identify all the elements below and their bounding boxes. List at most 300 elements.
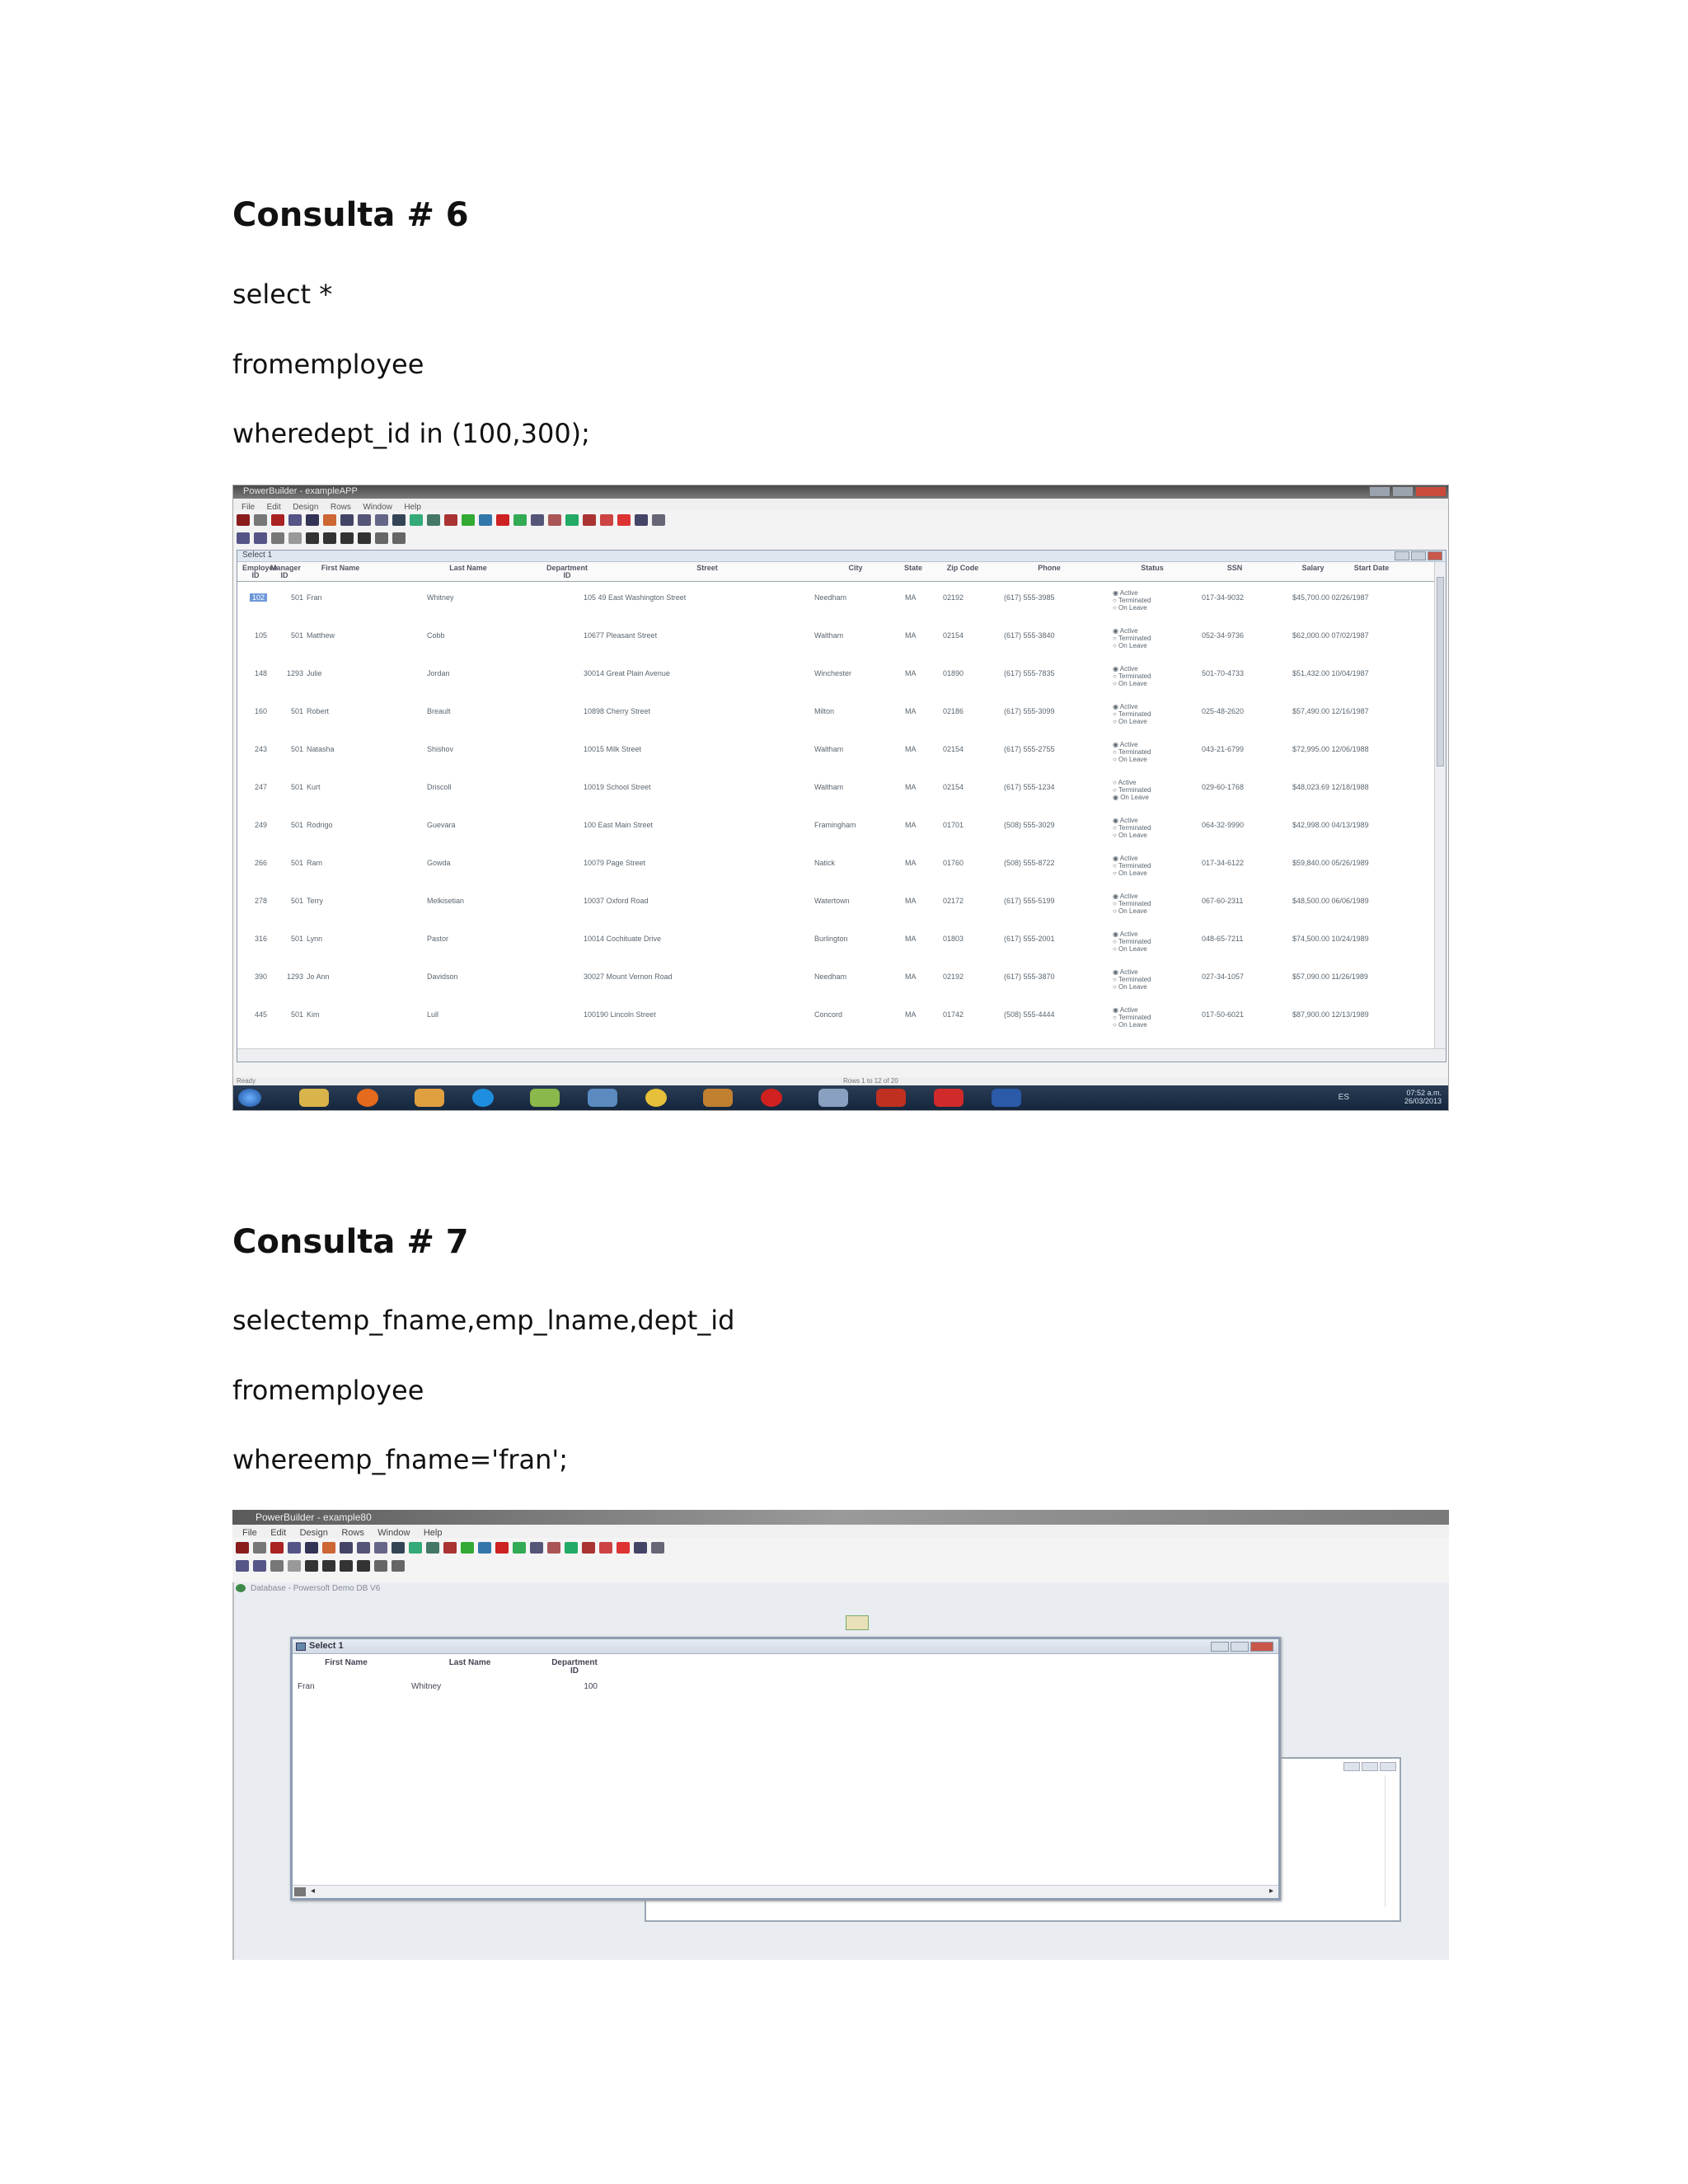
table-cell[interactable]: Davidson [427,972,458,981]
toolbar-icon[interactable] [513,1542,526,1554]
table-cell[interactable]: $57,490.00 12/16/1987 [1292,707,1369,715]
table-cell[interactable]: 501 [290,745,303,753]
table-cell[interactable]: (617) 555-5199 [1004,897,1055,905]
vertical-scrollbar[interactable] [1434,562,1446,1048]
table-cell[interactable]: 501 [290,1010,303,1019]
column-header[interactable]: SSN [1226,564,1243,572]
column-header[interactable]: Street [696,564,718,572]
table-cell[interactable]: 02154 [943,631,964,640]
column-header[interactable]: Zip Code [946,564,979,572]
table-cell[interactable]: $87,900.00 12/13/1989 [1292,1010,1369,1019]
toolbar-icon[interactable] [443,1542,457,1554]
status-radio[interactable]: ○ Terminated [1113,710,1151,718]
toolbar-icon[interactable] [358,514,371,526]
next-row-icon[interactable] [340,532,354,544]
table-cell[interactable]: 067-60-2311 [1202,897,1244,905]
toolbar-icon[interactable] [548,514,561,526]
table-cell[interactable]: $62,000.00 07/02/1987 [1292,631,1369,640]
table-cell[interactable]: MA [905,707,917,715]
column-header[interactable]: First Name [325,1658,368,1667]
prev-row-icon[interactable] [322,1560,335,1572]
toolbar-icon[interactable] [513,514,527,526]
app-icon[interactable] [703,1089,733,1107]
status-radio[interactable]: ○ Terminated [1113,862,1151,869]
status-radio[interactable]: ◉ Active [1113,893,1138,900]
table-cell[interactable]: 249 [254,821,267,829]
toolbar-icon[interactable] [427,514,440,526]
status-radio[interactable]: ○ Active [1113,779,1137,786]
table-cell[interactable]: Jordan [427,669,450,677]
table-cell[interactable]: Watertown [814,897,850,905]
status-radio[interactable]: ○ On Leave [1113,642,1147,649]
table-cell[interactable]: Natasha [307,745,335,753]
status-radio-group[interactable] [1113,817,1151,839]
cell-last-name[interactable]: Whitney [411,1682,442,1691]
table-cell[interactable]: (617) 555-1234 [1004,783,1055,791]
status-radio[interactable]: ◉ On Leave [1113,794,1149,801]
table-cell[interactable]: Matthew [307,631,335,640]
table-cell[interactable]: 017-34-9032 [1202,593,1245,602]
powerbuilder-icon[interactable] [818,1089,848,1107]
column-header[interactable]: First Name [321,564,360,572]
toolbar-icon[interactable] [236,1542,249,1554]
menu-window[interactable]: Window [377,1528,410,1538]
table-cell[interactable]: 501 [290,859,303,867]
status-radio-group[interactable] [1113,968,1151,991]
toolbar-icon[interactable] [599,1542,612,1554]
status-radio[interactable]: ○ Terminated [1113,635,1151,642]
status-radio-group[interactable] [1113,627,1151,649]
table-cell[interactable]: $59,840.00 05/26/1989 [1292,859,1369,867]
toolbar-icon[interactable] [495,1542,509,1554]
toolbar-icon[interactable] [479,514,492,526]
table-cell[interactable]: (617) 555-3840 [1004,631,1055,640]
status-radio-group[interactable] [1113,893,1151,915]
status-radio[interactable]: ○ Terminated [1113,1014,1151,1021]
menu-rows[interactable]: Rows [330,503,351,512]
table-cell[interactable]: 160 [254,707,267,715]
table-cell[interactable]: $45,700.00 02/26/1987 [1292,593,1369,602]
scroll-right-icon[interactable]: ▸ [1268,1886,1273,1896]
close-button[interactable] [1250,1642,1273,1652]
status-radio[interactable]: ◉ Active [1113,627,1138,635]
toolbar-icon[interactable] [306,514,319,526]
toolbar-icon[interactable] [392,532,406,544]
table-cell[interactable]: 10019 School Street [584,783,651,791]
table-cell[interactable]: 01742 [943,1010,964,1019]
status-radio-group[interactable] [1113,589,1151,612]
toolbar-icon[interactable] [600,514,613,526]
table-row[interactable] [237,776,1424,814]
table-cell[interactable]: (617) 555-3099 [1004,707,1055,715]
table-cell[interactable]: 064-32-9990 [1202,821,1245,829]
toolbar-icon[interactable] [254,514,267,526]
table-cell[interactable]: $42,998.00 04/13/1989 [1292,821,1369,829]
next-row-icon[interactable] [340,1560,353,1572]
table-cell[interactable]: $74,500.00 10/24/1989 [1292,935,1369,943]
scroll-left-icon[interactable]: ◂ [311,1886,316,1896]
menu-edit[interactable]: Edit [270,1528,287,1538]
table-cell[interactable]: 247 [254,783,267,791]
table-cell[interactable]: 102 [242,593,267,602]
close-button[interactable] [1415,486,1447,497]
column-header[interactable]: Last Name [449,564,487,572]
table-cell[interactable]: Jo Ann [307,972,330,981]
table-cell[interactable]: 02186 [943,707,964,715]
menu-file[interactable]: File [241,503,256,512]
status-radio-group[interactable] [1113,1006,1151,1029]
acrobat-icon[interactable] [934,1089,964,1107]
status-radio[interactable]: ◉ Active [1113,703,1138,710]
toolbar-icon[interactable] [340,514,354,526]
app-icon[interactable] [530,1089,560,1107]
table-row[interactable] [237,928,1424,966]
menu-window[interactable]: Window [363,503,392,512]
minimize-button[interactable] [1211,1642,1229,1652]
table-cell[interactable]: Shishov [427,745,454,753]
table-cell[interactable]: (617) 555-7835 [1004,669,1055,677]
minimize-button[interactable] [1395,551,1409,560]
toolbar-icon[interactable] [392,1542,405,1554]
toolbar-icon[interactable] [374,1560,387,1572]
table-cell[interactable]: 043-21-6799 [1202,745,1245,753]
toolbar-icon[interactable] [582,1542,595,1554]
app-icon[interactable] [876,1089,906,1107]
toolbar-icon[interactable] [254,532,267,544]
menu-file[interactable]: File [242,1528,257,1538]
menu-edit[interactable]: Edit [266,503,281,512]
column-header[interactable]: Department ID [551,1658,598,1675]
toolbar-icon[interactable] [305,1542,318,1554]
toolbar-icon[interactable] [496,514,509,526]
column-header[interactable]: State [903,564,922,572]
table-cell[interactable]: Melkisetian [427,897,465,905]
toolbar-icon[interactable] [253,1542,266,1554]
minimize-button[interactable] [1369,486,1390,497]
toolbar-icon[interactable] [340,1542,353,1554]
table-cell[interactable]: MA [905,593,917,602]
network-icon[interactable] [588,1089,617,1107]
close-button[interactable] [1428,551,1442,560]
toolbar-icon[interactable] [409,1542,422,1554]
toolbar-icon[interactable] [392,1560,405,1572]
table-cell[interactable]: 243 [254,745,267,753]
status-radio[interactable]: ○ Terminated [1113,748,1151,756]
toolbar-icon[interactable] [323,514,336,526]
table-cell[interactable]: 501 [290,631,303,640]
toolbar-icon[interactable] [375,514,388,526]
table-cell[interactable]: Rodrigo [307,821,333,829]
table-cell[interactable]: Natick [814,859,836,867]
toolbar-icon[interactable] [461,1542,474,1554]
status-radio-group[interactable] [1113,779,1151,801]
status-radio[interactable]: ○ On Leave [1113,869,1147,877]
table-row[interactable] [237,1004,1424,1042]
table-cell[interactable]: 501 [290,707,303,715]
status-radio[interactable]: ◉ Active [1113,817,1138,824]
toolbar-icon[interactable] [253,1560,266,1572]
table-cell[interactable]: Julie [307,669,322,677]
table-cell[interactable]: 017-34-6122 [1202,859,1245,867]
toolbar-icon[interactable] [462,514,475,526]
table-cell[interactable]: 501 [290,783,303,791]
scroll-box[interactable] [294,1887,306,1896]
table-cell[interactable]: 501 [290,821,303,829]
table-cell[interactable]: 027-34-1057 [1202,972,1245,981]
table-cell[interactable]: Waltham [814,745,844,753]
table-cell[interactable]: 105 [254,631,267,640]
status-radio[interactable]: ○ Terminated [1113,976,1151,983]
table-cell[interactable]: (617) 555-2001 [1004,935,1055,943]
table-cell[interactable]: Lynn [307,935,323,943]
toolbar-icon[interactable] [236,1560,249,1572]
status-radio[interactable]: ○ Terminated [1113,597,1151,604]
table-cell[interactable]: Winchester [814,669,852,677]
status-radio[interactable]: ○ On Leave [1113,983,1147,991]
table-cell[interactable]: Ram [307,859,323,867]
status-radio[interactable]: ○ On Leave [1113,680,1147,687]
column-header[interactable]: City [848,564,863,572]
status-radio[interactable]: ○ On Leave [1113,756,1147,763]
table-cell[interactable]: (617) 555-2755 [1004,745,1055,753]
status-radio[interactable]: ◉ Active [1113,930,1138,938]
table-cell[interactable]: Framingham [814,821,856,829]
toolbar-icon[interactable] [271,514,284,526]
table-cell[interactable]: 501-70-4733 [1202,669,1245,677]
table-cell[interactable]: 316 [254,935,267,943]
toolbar-icon[interactable] [547,1542,560,1554]
table-cell[interactable]: MA [905,935,917,943]
table-cell[interactable]: MA [905,1010,917,1019]
column-header[interactable]: Employee ID [242,564,278,579]
table-cell[interactable]: 029-60-1768 [1202,783,1245,791]
horizontal-scrollbar[interactable] [293,1885,1278,1898]
chrome-icon[interactable] [645,1089,667,1107]
table-cell[interactable]: 02154 [943,745,964,753]
last-row-icon[interactable] [357,1560,370,1572]
toolbar-icon[interactable] [270,1560,284,1572]
table-cell[interactable]: (508) 555-3029 [1004,821,1055,829]
toolbar-icon[interactable] [565,514,579,526]
word-icon[interactable] [992,1089,1021,1107]
status-radio[interactable]: ○ Terminated [1113,824,1151,832]
table-cell[interactable]: Breault [427,707,451,715]
table-cell[interactable]: Kurt [307,783,321,791]
status-radio[interactable]: ○ On Leave [1113,907,1147,915]
column-header[interactable]: Start Date [1353,564,1390,572]
status-radio[interactable]: ◉ Active [1113,741,1138,748]
table-cell[interactable]: $72,995.00 12/06/1988 [1292,745,1369,753]
table-cell[interactable]: 10079 Page Street [584,859,646,867]
table-cell[interactable]: MA [905,669,917,677]
table-row[interactable] [237,738,1424,776]
toolbar-icon[interactable] [288,532,302,544]
system-clock[interactable]: 07:52 a.m. 26/03/2013 [1404,1089,1442,1105]
status-radio[interactable]: ○ Terminated [1113,938,1151,945]
table-cell[interactable]: 10898 Cherry Street [584,707,651,715]
system-tray[interactable]: ES [1338,1093,1349,1102]
toolbar-icon[interactable] [410,514,423,526]
table-cell[interactable]: Waltham [814,631,844,640]
table-cell[interactable]: 02172 [943,897,964,905]
status-radio-group[interactable] [1113,930,1151,953]
toolbar-icon[interactable] [617,1542,630,1554]
table-cell[interactable]: 1293 [286,972,303,981]
table-cell[interactable]: $48,023.69 12/18/1988 [1292,783,1369,791]
last-row-icon[interactable] [358,532,371,544]
toolbar-icon[interactable] [288,1542,301,1554]
maximize-button[interactable] [1392,486,1414,497]
status-radio[interactable]: ○ Terminated [1113,900,1151,907]
first-row-icon[interactable] [305,1560,318,1572]
toolbar-icon[interactable] [617,514,631,526]
status-radio[interactable]: ○ Terminated [1113,673,1151,680]
column-header[interactable]: Status [1141,564,1164,572]
column-header[interactable]: Salary [1301,564,1325,572]
table-cell[interactable]: 30014 Great Plain Avenue [584,669,670,677]
table-cell[interactable]: Milton [814,707,835,715]
menu-design[interactable]: Design [299,1528,328,1538]
table-cell[interactable]: 02192 [943,593,964,602]
table-cell[interactable]: 501 [290,897,303,905]
table-cell[interactable]: Driscoll [427,783,452,791]
menu-help[interactable]: Help [404,503,421,512]
status-radio[interactable]: ○ On Leave [1113,1021,1147,1029]
table-cell[interactable]: $51,432.00 10/04/1987 [1292,669,1369,677]
table-cell[interactable]: MA [905,859,917,867]
toolbar-icon[interactable] [322,1542,335,1554]
explorer-icon[interactable] [299,1089,329,1107]
status-radio[interactable]: ◉ Active [1113,589,1138,597]
table-cell[interactable]: MA [905,897,917,905]
table-cell[interactable]: Fran [307,593,322,602]
status-radio[interactable]: ○ Terminated [1113,786,1151,794]
table-row[interactable] [237,701,1424,738]
cell-department-id[interactable]: 100 [584,1682,598,1691]
table-row[interactable] [237,814,1424,852]
skype-icon[interactable] [472,1089,494,1107]
table-cell[interactable]: 10015 Milk Street [584,745,642,753]
table-row[interactable] [237,587,1424,625]
table-cell[interactable]: 01760 [943,859,964,867]
column-header[interactable]: Phone [1038,564,1061,572]
table-cell[interactable]: 30027 Mount Vernon Road [584,972,673,981]
table-cell[interactable]: Lull [427,1010,439,1019]
table-cell[interactable]: MA [905,972,917,981]
table-cell[interactable]: Robert [307,707,330,715]
table-cell[interactable]: Concord [814,1010,843,1019]
column-header[interactable]: Manager ID [270,564,302,579]
status-radio[interactable]: ○ On Leave [1113,945,1147,953]
toolbar-icon[interactable] [583,514,596,526]
table-cell[interactable]: MA [905,631,917,640]
table-cell[interactable]: 048-65-7211 [1202,935,1244,943]
table-cell[interactable]: (617) 555-3870 [1004,972,1055,981]
first-row-icon[interactable] [306,532,319,544]
toolbar-icon[interactable] [374,1542,387,1554]
horizontal-scrollbar[interactable] [237,1048,1446,1062]
vertical-scrollbar[interactable] [1385,1775,1398,1907]
toolbar-icon[interactable] [444,514,457,526]
table-cell[interactable]: 01701 [943,821,964,829]
table-cell[interactable]: Needham [814,593,847,602]
table-cell[interactable]: Needham [814,972,847,981]
table-cell[interactable]: 01803 [943,935,964,943]
table-cell[interactable]: 02154 [943,783,964,791]
status-radio[interactable]: ◉ Active [1113,1006,1138,1014]
table-row[interactable] [237,663,1424,701]
table-cell[interactable]: 10014 Cochituate Drive [584,935,662,943]
status-radio-group[interactable] [1113,665,1151,687]
status-radio[interactable]: ◉ Active [1113,855,1138,862]
table-cell[interactable]: Gowda [427,859,451,867]
status-radio[interactable]: ○ On Leave [1113,718,1147,725]
table-cell[interactable]: Kim [307,1010,320,1019]
table-cell[interactable]: Pastor [427,935,449,943]
table-cell[interactable]: 501 [290,593,303,602]
table-cell[interactable]: 445 [254,1010,267,1019]
status-radio[interactable]: ○ On Leave [1113,604,1147,612]
column-header[interactable]: Last Name [448,1658,491,1667]
toolbar-icon[interactable] [478,1542,491,1554]
table-cell[interactable]: 052-34-9736 [1202,631,1245,640]
table-cell[interactable]: 105 49 East Washington Street [584,593,687,602]
table-cell[interactable]: $57,090.00 11/26/1989 [1292,972,1368,981]
status-radio[interactable]: ○ On Leave [1113,832,1147,839]
table-row[interactable] [237,890,1424,928]
table-cell[interactable]: Waltham [814,783,844,791]
toolbar-icon[interactable] [635,514,648,526]
cell-first-name[interactable]: Fran [298,1682,315,1691]
menu-design[interactable]: Design [293,503,319,512]
status-radio[interactable]: ◉ Active [1113,968,1138,976]
minimized-window-icon[interactable] [846,1615,869,1630]
table-cell[interactable]: MA [905,783,917,791]
menu-help[interactable]: Help [423,1528,443,1538]
table-cell[interactable]: (508) 555-4444 [1004,1010,1055,1019]
table-row[interactable] [237,852,1424,890]
status-radio-group[interactable] [1113,855,1151,877]
table-cell[interactable]: 390 [254,972,267,981]
table-cell[interactable]: Guevara [427,821,456,829]
toolbar-icon[interactable] [288,1560,301,1572]
prev-row-icon[interactable] [323,532,336,544]
toolbar-icon[interactable] [271,532,284,544]
table-cell[interactable]: 017-50-6021 [1202,1010,1245,1019]
table-cell[interactable]: 1293 [286,669,303,677]
toolbar-icon[interactable] [392,514,406,526]
table-cell[interactable]: MA [905,745,917,753]
toolbar-icon[interactable] [531,514,544,526]
menu-rows[interactable]: Rows [341,1528,364,1538]
table-cell[interactable]: 025-48-2620 [1202,707,1245,715]
toolbar-icon[interactable] [426,1542,439,1554]
table-cell[interactable]: 10677 Pleasant Street [584,631,658,640]
table-cell[interactable]: MA [905,821,917,829]
table-cell[interactable]: Burlington [814,935,848,943]
table-cell[interactable]: $48,500.00 06/06/1989 [1292,897,1369,905]
column-header[interactable]: Department ID [546,564,588,579]
table-cell[interactable]: 100190 Lincoln Street [584,1010,656,1019]
toolbar-icon[interactable] [652,514,665,526]
toolbar-icon[interactable] [288,514,302,526]
toolbar-icon[interactable] [530,1542,543,1554]
table-cell[interactable]: 01890 [943,669,964,677]
table-cell[interactable]: (508) 555-8722 [1004,859,1055,867]
start-button[interactable] [238,1089,261,1107]
maximize-button[interactable] [1411,551,1426,560]
table-cell[interactable]: 02192 [943,972,964,981]
